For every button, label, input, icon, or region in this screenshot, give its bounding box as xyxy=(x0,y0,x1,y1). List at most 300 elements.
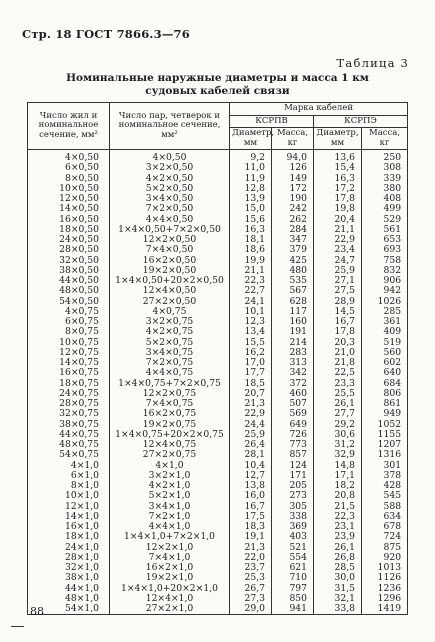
cell-cores: 54×0,50 xyxy=(28,297,110,307)
cell-pairs: 16×2×0,50 xyxy=(110,256,230,266)
cell-pairs: 7×2×1,0 xyxy=(110,512,230,522)
cell-cores: 18×0,75 xyxy=(28,379,110,389)
cell-ksrpe-diameter: 33,8 xyxy=(314,604,362,615)
cell-ksrpv-mass: 941 xyxy=(272,604,314,615)
page-header: Стр. 18 ГОСТ 7866.3—76 xyxy=(22,27,190,41)
cell-ksrpv-diameter: 16,7 xyxy=(230,502,272,512)
cell-pairs: 1×4×0,75+7×2×0,75 xyxy=(110,379,230,389)
col-header-diameter-2: Диаметр, мм xyxy=(314,128,362,150)
cell-pairs: 12×4×0,75 xyxy=(110,440,230,450)
table-title-line-2: судовых кабелей связи xyxy=(145,85,290,97)
cell-ksrpe-mass: 1126 xyxy=(362,573,408,583)
cell-pairs: 3×4×1,0 xyxy=(110,502,230,512)
cell-ksrpv-diameter: 20,7 xyxy=(230,389,272,399)
cell-cores: 32×1,0 xyxy=(28,563,110,573)
cell-pairs: 12×2×0,50 xyxy=(110,235,230,245)
cell-ksrpv-mass: 284 xyxy=(272,225,314,235)
cell-ksrpe-diameter: 30,0 xyxy=(314,573,362,583)
cell-ksrpv-diameter: 21,1 xyxy=(230,266,272,276)
cell-ksrpv-diameter: 15,5 xyxy=(230,338,272,348)
cell-ksrpe-mass: 378 xyxy=(362,471,408,481)
cell-ksrpe-diameter: 15,4 xyxy=(314,163,362,173)
cell-pairs: 12×2×0,75 xyxy=(110,389,230,399)
cell-pairs: 5×2×1,0 xyxy=(110,491,230,501)
cell-ksrpv-mass: 305 xyxy=(272,502,314,512)
cell-ksrpv-diameter: 18,1 xyxy=(230,235,272,245)
table-row xyxy=(28,163,408,173)
cell-pairs: 19×2×0,50 xyxy=(110,266,230,276)
cell-ksrpv-mass: 283 xyxy=(272,348,314,358)
cell-ksrpv-diameter: 12,3 xyxy=(230,317,272,327)
cell-cores: 54×1,0 xyxy=(28,604,110,615)
cell-ksrpe-diameter: 27,7 xyxy=(314,409,362,419)
cell-ksrpe-mass: 861 xyxy=(362,399,408,409)
table-row xyxy=(28,604,408,615)
cell-ksrpv-diameter: 9,2 xyxy=(230,150,272,164)
cell-cores: 28×0,75 xyxy=(28,399,110,409)
cell-ksrpe-diameter: 20,4 xyxy=(314,215,362,225)
cell-ksrpv-mass: 567 xyxy=(272,286,314,296)
col-header-cores: Число жил и номинальное сечение, мм² xyxy=(28,103,110,150)
cell-ksrpv-mass: 338 xyxy=(272,512,314,522)
table-row xyxy=(28,150,408,164)
cell-ksrpe-mass: 906 xyxy=(362,276,408,286)
cell-cores: 8×0,50 xyxy=(28,174,110,184)
cell-ksrpe-diameter: 29,2 xyxy=(314,420,362,430)
cell-ksrpv-mass: 554 xyxy=(272,553,314,563)
cell-ksrpe-diameter: 19,8 xyxy=(314,204,362,214)
cell-ksrpe-mass: 1052 xyxy=(362,420,408,430)
cell-ksrpv-diameter: 19,1 xyxy=(230,532,272,542)
cell-ksrpv-mass: 126 xyxy=(272,163,314,173)
cell-ksrpe-diameter: 23,4 xyxy=(314,245,362,255)
cell-ksrpe-mass: 875 xyxy=(362,543,408,553)
cell-ksrpe-mass: 561 xyxy=(362,225,408,235)
cell-ksrpe-mass: 339 xyxy=(362,174,408,184)
cell-ksrpv-mass: 569 xyxy=(272,409,314,419)
cell-pairs: 5×2×0,75 xyxy=(110,338,230,348)
col-header-pairs: Число пар, четверок и номинальное сечение, мм² xyxy=(110,103,230,150)
cell-cores: 12×0,50 xyxy=(28,194,110,204)
cell-ksrpe-mass: 1236 xyxy=(362,584,408,594)
cell-cores: 8×1,0 xyxy=(28,481,110,491)
cell-pairs: 4×0,50 xyxy=(110,150,230,164)
cell-ksrpe-diameter: 21,8 xyxy=(314,358,362,368)
cell-pairs: 1×4×0,50+20×2×0,50 xyxy=(110,276,230,286)
cell-ksrpe-diameter: 22,3 xyxy=(314,512,362,522)
cell-ksrpe-diameter: 22,5 xyxy=(314,368,362,378)
cell-cores: 44×1,0 xyxy=(28,584,110,594)
table-title xyxy=(0,72,435,98)
cell-cores: 24×0,75 xyxy=(28,389,110,399)
cell-ksrpv-diameter: 17,7 xyxy=(230,368,272,378)
cell-pairs: 27×2×1,0 xyxy=(110,604,230,615)
cell-pairs: 12×2×1,0 xyxy=(110,543,230,553)
cell-ksrpv-mass: 649 xyxy=(272,420,314,430)
cell-ksrpv-diameter: 23,7 xyxy=(230,563,272,573)
cell-ksrpv-diameter: 25,3 xyxy=(230,573,272,583)
table-body xyxy=(28,150,408,615)
cell-pairs: 1×4×0,50+7×2×0,50 xyxy=(110,225,230,235)
cell-cores: 10×0,75 xyxy=(28,338,110,348)
cell-ksrpv-mass: 347 xyxy=(272,235,314,245)
cell-ksrpv-diameter: 18,5 xyxy=(230,379,272,389)
cell-ksrpv-mass: 710 xyxy=(272,573,314,583)
cell-ksrpv-mass: 850 xyxy=(272,594,314,604)
page-number: 88 xyxy=(30,605,44,618)
cell-ksrpe-diameter: 26,1 xyxy=(314,399,362,409)
cell-ksrpe-mass: 634 xyxy=(362,512,408,522)
cell-ksrpv-diameter: 26,4 xyxy=(230,440,272,450)
table-row xyxy=(28,532,408,542)
cell-ksrpv-diameter: 13,4 xyxy=(230,327,272,337)
cell-ksrpv-diameter: 16,3 xyxy=(230,225,272,235)
cell-ksrpv-mass: 172 xyxy=(272,184,314,194)
cell-ksrpe-diameter: 14,5 xyxy=(314,307,362,317)
cell-ksrpe-diameter: 23,1 xyxy=(314,522,362,532)
cell-cores: 16×0,50 xyxy=(28,215,110,225)
cell-ksrpv-mass: 628 xyxy=(272,297,314,307)
cell-pairs: 3×2×0,75 xyxy=(110,317,230,327)
cell-cores: 8×0,75 xyxy=(28,327,110,337)
cell-ksrpv-mass: 262 xyxy=(272,215,314,225)
cell-pairs: 27×2×0,50 xyxy=(110,297,230,307)
cell-ksrpe-mass: 640 xyxy=(362,368,408,378)
cell-ksrpv-diameter: 12,8 xyxy=(230,184,272,194)
cell-ksrpe-diameter: 20,8 xyxy=(314,491,362,501)
cell-ksrpv-diameter: 13,9 xyxy=(230,194,272,204)
cell-cores: 32×0,50 xyxy=(28,256,110,266)
cell-ksrpe-diameter: 32,9 xyxy=(314,450,362,460)
cell-ksrpv-diameter: 18,6 xyxy=(230,245,272,255)
cell-ksrpe-mass: 428 xyxy=(362,481,408,491)
cell-ksrpv-diameter: 24,4 xyxy=(230,420,272,430)
cell-cores: 10×1,0 xyxy=(28,491,110,501)
cell-ksrpe-mass: 920 xyxy=(362,553,408,563)
cell-pairs: 3×4×0,75 xyxy=(110,348,230,358)
table-row xyxy=(28,450,408,460)
cell-pairs: 7×4×1,0 xyxy=(110,553,230,563)
cell-ksrpv-diameter: 15,0 xyxy=(230,204,272,214)
cell-ksrpe-mass: 308 xyxy=(362,163,408,173)
cell-pairs: 1×4×1,0+7×2×1,0 xyxy=(110,532,230,542)
cell-ksrpe-mass: 806 xyxy=(362,389,408,399)
cell-ksrpe-diameter: 25,5 xyxy=(314,389,362,399)
cell-cores: 12×1,0 xyxy=(28,502,110,512)
cell-ksrpe-mass: 380 xyxy=(362,184,408,194)
cell-pairs: 7×2×0,50 xyxy=(110,204,230,214)
cell-ksrpe-mass: 724 xyxy=(362,532,408,542)
cell-ksrpe-mass: 678 xyxy=(362,522,408,532)
cell-pairs: 3×2×0,50 xyxy=(110,163,230,173)
cell-cores: 44×0,75 xyxy=(28,430,110,440)
cell-ksrpe-diameter: 18,2 xyxy=(314,481,362,491)
cell-ksrpe-mass: 588 xyxy=(362,502,408,512)
cell-ksrpv-mass: 480 xyxy=(272,266,314,276)
cell-cores: 48×0,50 xyxy=(28,286,110,296)
cell-ksrpe-mass: 602 xyxy=(362,358,408,368)
cell-pairs: 19×2×0,75 xyxy=(110,420,230,430)
cell-ksrpv-diameter: 22,3 xyxy=(230,276,272,286)
cell-ksrpe-diameter: 26,8 xyxy=(314,553,362,563)
cell-ksrpv-mass: 797 xyxy=(272,584,314,594)
table-label: Таблица 3 xyxy=(336,56,409,70)
cell-ksrpe-diameter: 28,9 xyxy=(314,297,362,307)
cell-ksrpv-mass: 313 xyxy=(272,358,314,368)
cell-pairs: 4×2×1,0 xyxy=(110,481,230,491)
cell-cores: 6×1,0 xyxy=(28,471,110,481)
cell-ksrpv-mass: 773 xyxy=(272,440,314,450)
cell-pairs: 1×4×0,75+20×2×0,75 xyxy=(110,430,230,440)
cell-ksrpe-diameter: 23,9 xyxy=(314,532,362,542)
cell-ksrpe-mass: 1419 xyxy=(362,604,408,615)
cell-ksrpv-diameter: 21,3 xyxy=(230,399,272,409)
cell-ksrpe-diameter: 26,1 xyxy=(314,543,362,553)
cell-ksrpe-diameter: 23,3 xyxy=(314,379,362,389)
cell-ksrpe-diameter: 25,9 xyxy=(314,266,362,276)
cell-cores: 44×0,50 xyxy=(28,276,110,286)
cell-cores: 18×1,0 xyxy=(28,532,110,542)
cell-ksrpe-mass: 519 xyxy=(362,338,408,348)
cell-cores: 18×0,50 xyxy=(28,225,110,235)
margin-mark xyxy=(11,626,24,627)
cell-ksrpe-mass: 250 xyxy=(362,150,408,164)
cell-ksrpv-mass: 535 xyxy=(272,276,314,286)
cell-ksrpe-diameter: 21,1 xyxy=(314,225,362,235)
cell-ksrpv-diameter: 18,3 xyxy=(230,522,272,532)
cell-ksrpv-diameter: 10,4 xyxy=(230,461,272,471)
cell-cores: 16×1,0 xyxy=(28,522,110,532)
cell-pairs: 19×2×1,0 xyxy=(110,573,230,583)
cell-ksrpv-mass: 205 xyxy=(272,481,314,491)
cell-pairs: 5×2×0,50 xyxy=(110,184,230,194)
cell-pairs: 4×4×0,50 xyxy=(110,215,230,225)
col-header-mass-2: Масса, кг xyxy=(362,128,408,150)
cell-ksrpe-diameter: 27,1 xyxy=(314,276,362,286)
cell-ksrpv-diameter: 22,9 xyxy=(230,409,272,419)
cell-ksrpe-mass: 1013 xyxy=(362,563,408,573)
cell-pairs: 16×2×0,75 xyxy=(110,409,230,419)
table-row xyxy=(28,286,408,296)
cell-cores: 4×0,75 xyxy=(28,307,110,317)
cell-pairs: 4×1,0 xyxy=(110,461,230,471)
table-row xyxy=(28,204,408,214)
cell-cores: 24×0,50 xyxy=(28,235,110,245)
cell-ksrpe-mass: 942 xyxy=(362,286,408,296)
cell-cores: 54×0,75 xyxy=(28,450,110,460)
cell-pairs: 3×4×0,50 xyxy=(110,194,230,204)
cell-ksrpe-diameter: 21,5 xyxy=(314,502,362,512)
cell-pairs: 12×4×1,0 xyxy=(110,594,230,604)
cell-ksrpe-mass: 529 xyxy=(362,215,408,225)
cell-cores: 28×1,0 xyxy=(28,553,110,563)
cell-ksrpv-diameter: 29,0 xyxy=(230,604,272,615)
cell-ksrpv-mass: 117 xyxy=(272,307,314,317)
cell-pairs: 1×4×1,0+20×2×1,0 xyxy=(110,584,230,594)
col-header-mass-1: Масса, кг xyxy=(272,128,314,150)
cell-cores: 28×0,50 xyxy=(28,245,110,255)
cable-table xyxy=(27,102,408,615)
cell-cores: 24×1,0 xyxy=(28,543,110,553)
cell-cores: 6×0,75 xyxy=(28,317,110,327)
cell-ksrpv-diameter: 28,1 xyxy=(230,450,272,460)
col-header-brand-group: Марка кабелей xyxy=(230,103,408,116)
cell-ksrpe-diameter: 17,2 xyxy=(314,184,362,194)
cell-ksrpe-mass: 499 xyxy=(362,204,408,214)
cell-ksrpe-mass: 1316 xyxy=(362,450,408,460)
cell-ksrpe-mass: 1207 xyxy=(362,440,408,450)
cell-ksrpv-mass: 372 xyxy=(272,379,314,389)
cell-pairs: 4×2×0,50 xyxy=(110,174,230,184)
cell-ksrpe-diameter: 24,7 xyxy=(314,256,362,266)
cell-ksrpe-mass: 949 xyxy=(362,409,408,419)
cell-ksrpv-diameter: 24,1 xyxy=(230,297,272,307)
table-row xyxy=(28,327,408,337)
cell-cores: 38×0,50 xyxy=(28,266,110,276)
cell-ksrpv-diameter: 27,3 xyxy=(230,594,272,604)
cell-ksrpv-diameter: 22,0 xyxy=(230,553,272,563)
cell-ksrpe-mass: 361 xyxy=(362,317,408,327)
cell-ksrpe-mass: 684 xyxy=(362,379,408,389)
cell-ksrpe-mass: 758 xyxy=(362,256,408,266)
col-header-ksrpe: КСРПЭ xyxy=(314,115,408,128)
cell-ksrpv-mass: 425 xyxy=(272,256,314,266)
cell-ksrpe-diameter: 16,3 xyxy=(314,174,362,184)
cell-ksrpv-diameter: 11,9 xyxy=(230,174,272,184)
cell-ksrpe-diameter: 27,5 xyxy=(314,286,362,296)
cell-cores: 32×0,75 xyxy=(28,409,110,419)
table-row xyxy=(28,491,408,501)
cell-ksrpe-diameter: 17,8 xyxy=(314,327,362,337)
cell-cores: 48×0,75 xyxy=(28,440,110,450)
col-header-diameter-1: Диаметр, мм xyxy=(230,128,272,150)
cell-ksrpv-diameter: 19,9 xyxy=(230,256,272,266)
cell-ksrpe-diameter: 21,0 xyxy=(314,348,362,358)
cell-ksrpe-mass: 408 xyxy=(362,194,408,204)
cell-ksrpv-mass: 160 xyxy=(272,317,314,327)
cell-cores: 14×1,0 xyxy=(28,512,110,522)
cell-ksrpv-mass: 190 xyxy=(272,194,314,204)
cell-ksrpv-diameter: 17,0 xyxy=(230,358,272,368)
cell-pairs: 16×2×1,0 xyxy=(110,563,230,573)
cell-pairs: 4×4×1,0 xyxy=(110,522,230,532)
cell-ksrpv-diameter: 21,3 xyxy=(230,543,272,553)
cell-cores: 48×1,0 xyxy=(28,594,110,604)
cell-ksrpv-diameter: 16,2 xyxy=(230,348,272,358)
cell-ksrpe-mass: 693 xyxy=(362,245,408,255)
cell-ksrpv-mass: 94,0 xyxy=(272,150,314,164)
cell-ksrpv-diameter: 25,9 xyxy=(230,430,272,440)
cell-ksrpv-mass: 171 xyxy=(272,471,314,481)
cell-ksrpv-mass: 191 xyxy=(272,327,314,337)
cell-ksrpv-diameter: 26,7 xyxy=(230,584,272,594)
cell-ksrpe-mass: 832 xyxy=(362,266,408,276)
cell-cores: 6×0,50 xyxy=(28,163,110,173)
col-header-ksrpv: КСРПВ xyxy=(230,115,314,128)
cell-ksrpe-diameter: 31,2 xyxy=(314,440,362,450)
cell-ksrpv-mass: 507 xyxy=(272,399,314,409)
cell-ksrpe-mass: 1026 xyxy=(362,297,408,307)
cell-pairs: 7×4×0,75 xyxy=(110,399,230,409)
cell-ksrpe-mass: 1296 xyxy=(362,594,408,604)
cell-ksrpv-diameter: 11,0 xyxy=(230,163,272,173)
cell-ksrpv-mass: 521 xyxy=(272,543,314,553)
cell-cores: 10×0,50 xyxy=(28,184,110,194)
cell-ksrpe-diameter: 17,1 xyxy=(314,471,362,481)
cell-ksrpv-diameter: 16,0 xyxy=(230,491,272,501)
cell-pairs: 4×4×0,75 xyxy=(110,368,230,378)
cell-cores: 14×0,50 xyxy=(28,204,110,214)
cell-ksrpv-mass: 460 xyxy=(272,389,314,399)
cell-ksrpe-mass: 409 xyxy=(362,327,408,337)
cell-ksrpe-mass: 285 xyxy=(362,307,408,317)
table-row xyxy=(28,368,408,378)
cell-ksrpv-diameter: 22,7 xyxy=(230,286,272,296)
cell-cores: 4×0,50 xyxy=(28,150,110,164)
cell-ksrpv-mass: 124 xyxy=(272,461,314,471)
cell-ksrpv-diameter: 13,8 xyxy=(230,481,272,491)
cell-ksrpv-mass: 369 xyxy=(272,522,314,532)
cell-ksrpv-mass: 403 xyxy=(272,532,314,542)
cell-ksrpv-mass: 214 xyxy=(272,338,314,348)
table-row xyxy=(28,573,408,583)
cell-ksrpe-diameter: 28,5 xyxy=(314,563,362,573)
cell-pairs: 4×0,75 xyxy=(110,307,230,317)
cell-ksrpv-mass: 342 xyxy=(272,368,314,378)
cell-cores: 14×0,75 xyxy=(28,358,110,368)
cell-cores: 38×0,75 xyxy=(28,420,110,430)
cell-ksrpe-diameter: 32,1 xyxy=(314,594,362,604)
table-row xyxy=(28,245,408,255)
cell-ksrpv-diameter: 12,7 xyxy=(230,471,272,481)
cell-ksrpe-diameter: 20,3 xyxy=(314,338,362,348)
cell-pairs: 7×2×0,75 xyxy=(110,358,230,368)
cell-ksrpe-diameter: 22,9 xyxy=(314,235,362,245)
cell-ksrpv-mass: 621 xyxy=(272,563,314,573)
cell-ksrpe-diameter: 13,6 xyxy=(314,150,362,164)
cell-ksrpv-diameter: 17,5 xyxy=(230,512,272,522)
cell-ksrpe-mass: 653 xyxy=(362,235,408,245)
cell-pairs: 4×2×0,75 xyxy=(110,327,230,337)
cell-ksrpv-diameter: 10,1 xyxy=(230,307,272,317)
cell-ksrpv-mass: 857 xyxy=(272,450,314,460)
cell-cores: 4×1,0 xyxy=(28,461,110,471)
cell-ksrpv-diameter: 15,6 xyxy=(230,215,272,225)
cell-ksrpe-diameter: 30,6 xyxy=(314,430,362,440)
cell-ksrpe-diameter: 31,5 xyxy=(314,584,362,594)
cell-ksrpe-diameter: 16,7 xyxy=(314,317,362,327)
cell-pairs: 27×2×0,75 xyxy=(110,450,230,460)
table-title-line-1: Номинальные наружные диаметры и масса 1 км xyxy=(66,72,369,84)
cell-cores: 12×0,75 xyxy=(28,348,110,358)
cell-ksrpe-mass: 545 xyxy=(362,491,408,501)
cell-ksrpv-mass: 149 xyxy=(272,174,314,184)
cell-ksrpe-mass: 301 xyxy=(362,461,408,471)
cell-ksrpe-mass: 560 xyxy=(362,348,408,358)
cell-pairs: 7×4×0,50 xyxy=(110,245,230,255)
cell-pairs: 3×2×1,0 xyxy=(110,471,230,481)
cell-pairs: 12×4×0,50 xyxy=(110,286,230,296)
cell-cores: 16×0,75 xyxy=(28,368,110,378)
cell-cores: 38×1,0 xyxy=(28,573,110,583)
cell-ksrpv-mass: 726 xyxy=(272,430,314,440)
cell-ksrpe-mass: 1155 xyxy=(362,430,408,440)
cell-ksrpv-mass: 273 xyxy=(272,491,314,501)
cell-ksrpv-mass: 242 xyxy=(272,204,314,214)
table-row xyxy=(28,409,408,419)
cell-ksrpv-mass: 379 xyxy=(272,245,314,255)
cell-ksrpe-diameter: 14,8 xyxy=(314,461,362,471)
